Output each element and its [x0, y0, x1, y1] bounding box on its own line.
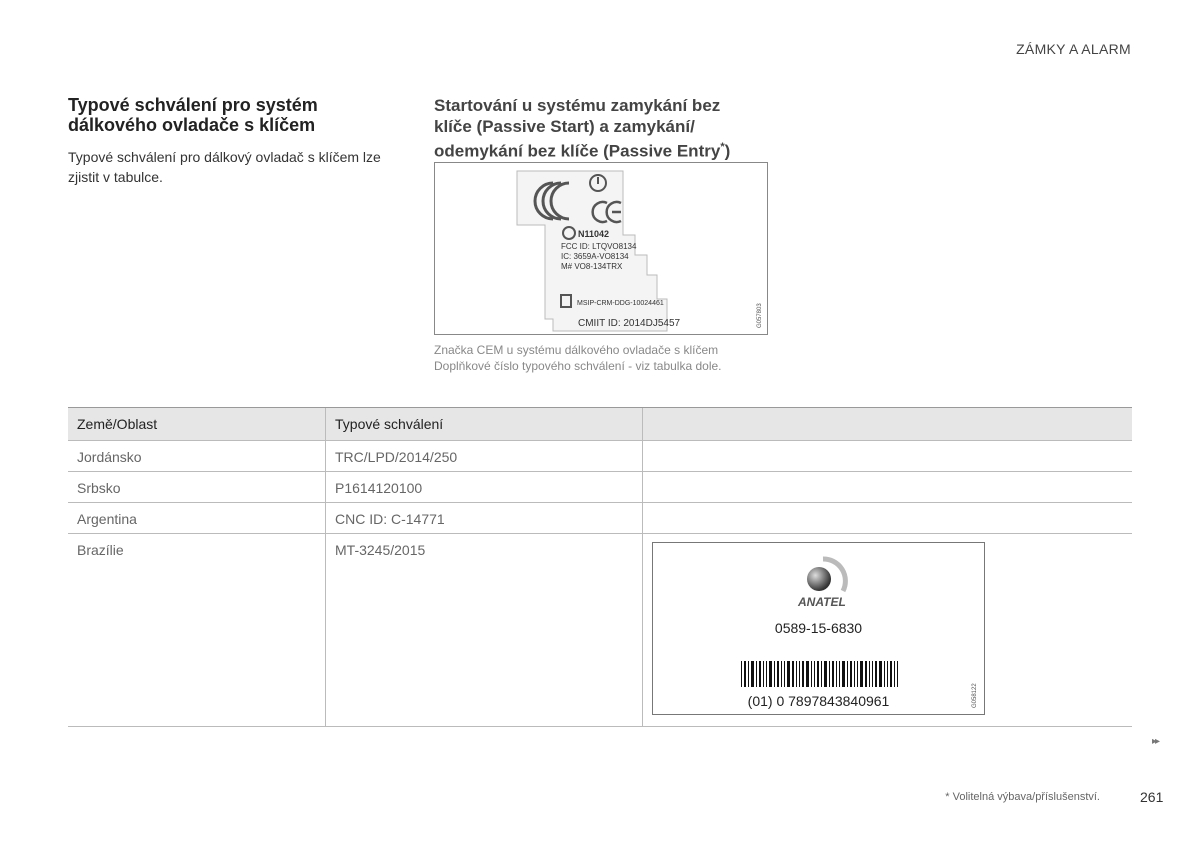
msip-code: MSIP-CRM-DDG-10024461 — [577, 300, 664, 307]
row-country: Brazílie — [68, 534, 326, 726]
n-code: N11042 — [578, 229, 610, 239]
passive-title-line3: odemykání bez klíče (Passive Entry — [434, 141, 721, 161]
passive-title-line2: klíče (Passive Start) a zamykání/ — [434, 117, 695, 136]
section-title-line2: dálkového ovladače s klíčem — [68, 115, 316, 135]
section-body: Typové schválení pro dálkový ovladač s klíčem lze zjistit v tabulce. — [68, 149, 381, 185]
cem-label-image — [434, 162, 768, 335]
table-row — [68, 534, 1132, 727]
row-country: Jordánsko — [68, 441, 326, 471]
image-caption — [434, 342, 722, 374]
barcode — [741, 661, 898, 687]
anatel-name: ANATEL — [798, 595, 846, 609]
fcc-id: FCC ID: LTQVO8134 — [561, 242, 637, 251]
row-approval: TRC/LPD/2014/250 — [326, 441, 643, 471]
passive-title — [434, 95, 774, 162]
approval-table — [68, 407, 1132, 727]
section-title — [68, 95, 398, 135]
section-title-line1: Typové schválení pro systém — [68, 95, 318, 115]
table-row — [68, 472, 1132, 503]
table-row — [68, 441, 1132, 472]
table-row — [68, 503, 1132, 534]
row-country: Argentina — [68, 503, 326, 533]
caption-line1: Značka CEM u systému dálkového ovladače s klíčem — [434, 343, 719, 357]
row-extra — [643, 503, 1132, 533]
row-extra — [643, 441, 1132, 471]
next-page-arrows-icon: ▸▸ — [1152, 736, 1159, 747]
table-header-row — [68, 408, 1132, 441]
footnote: * Volitelná výbava/příslušenství. — [945, 791, 1100, 803]
ic-id: IC: 3659A-VO8134 — [561, 252, 629, 261]
cem-label-drawing — [435, 163, 769, 336]
page-number: 261 — [1140, 789, 1164, 805]
passive-title-line1: Startování u systému zamykání bez — [434, 96, 721, 115]
row-approval: P1614120100 — [326, 472, 643, 502]
row-approval: CNC ID: C-14771 — [326, 503, 643, 533]
row-country: Srbsko — [68, 472, 326, 502]
optional-asterisk: * — [720, 141, 725, 153]
anatel-label-image — [652, 542, 985, 715]
header-empty — [643, 408, 1132, 440]
label-side-code: G057803 — [757, 303, 763, 328]
barcode-text: (01) 0 7897843840961 — [747, 693, 890, 709]
anatel-globe-icon — [807, 567, 831, 591]
chapter-title: ZÁMKY A ALARM — [1016, 41, 1131, 57]
anatel-side-code: G058122 — [972, 683, 978, 708]
caption-line2: Doplňkové číslo typového schválení - viz tabulka dole. — [434, 359, 722, 373]
row-extra — [643, 534, 1132, 726]
header-approval: Typové schválení — [326, 408, 643, 440]
row-approval: MT-3245/2015 — [326, 534, 643, 726]
passive-title-end: ) — [724, 141, 731, 161]
anatel-number: 0589-15-6830 — [774, 620, 863, 636]
model-number: M# VO8-134TRX — [561, 262, 623, 271]
left-column — [68, 95, 398, 187]
row-extra — [643, 472, 1132, 502]
right-column — [434, 95, 774, 162]
header-country: Země/Oblast — [68, 408, 326, 440]
cmiit-id: CMIIT ID: 2014DJ5457 — [578, 318, 681, 329]
